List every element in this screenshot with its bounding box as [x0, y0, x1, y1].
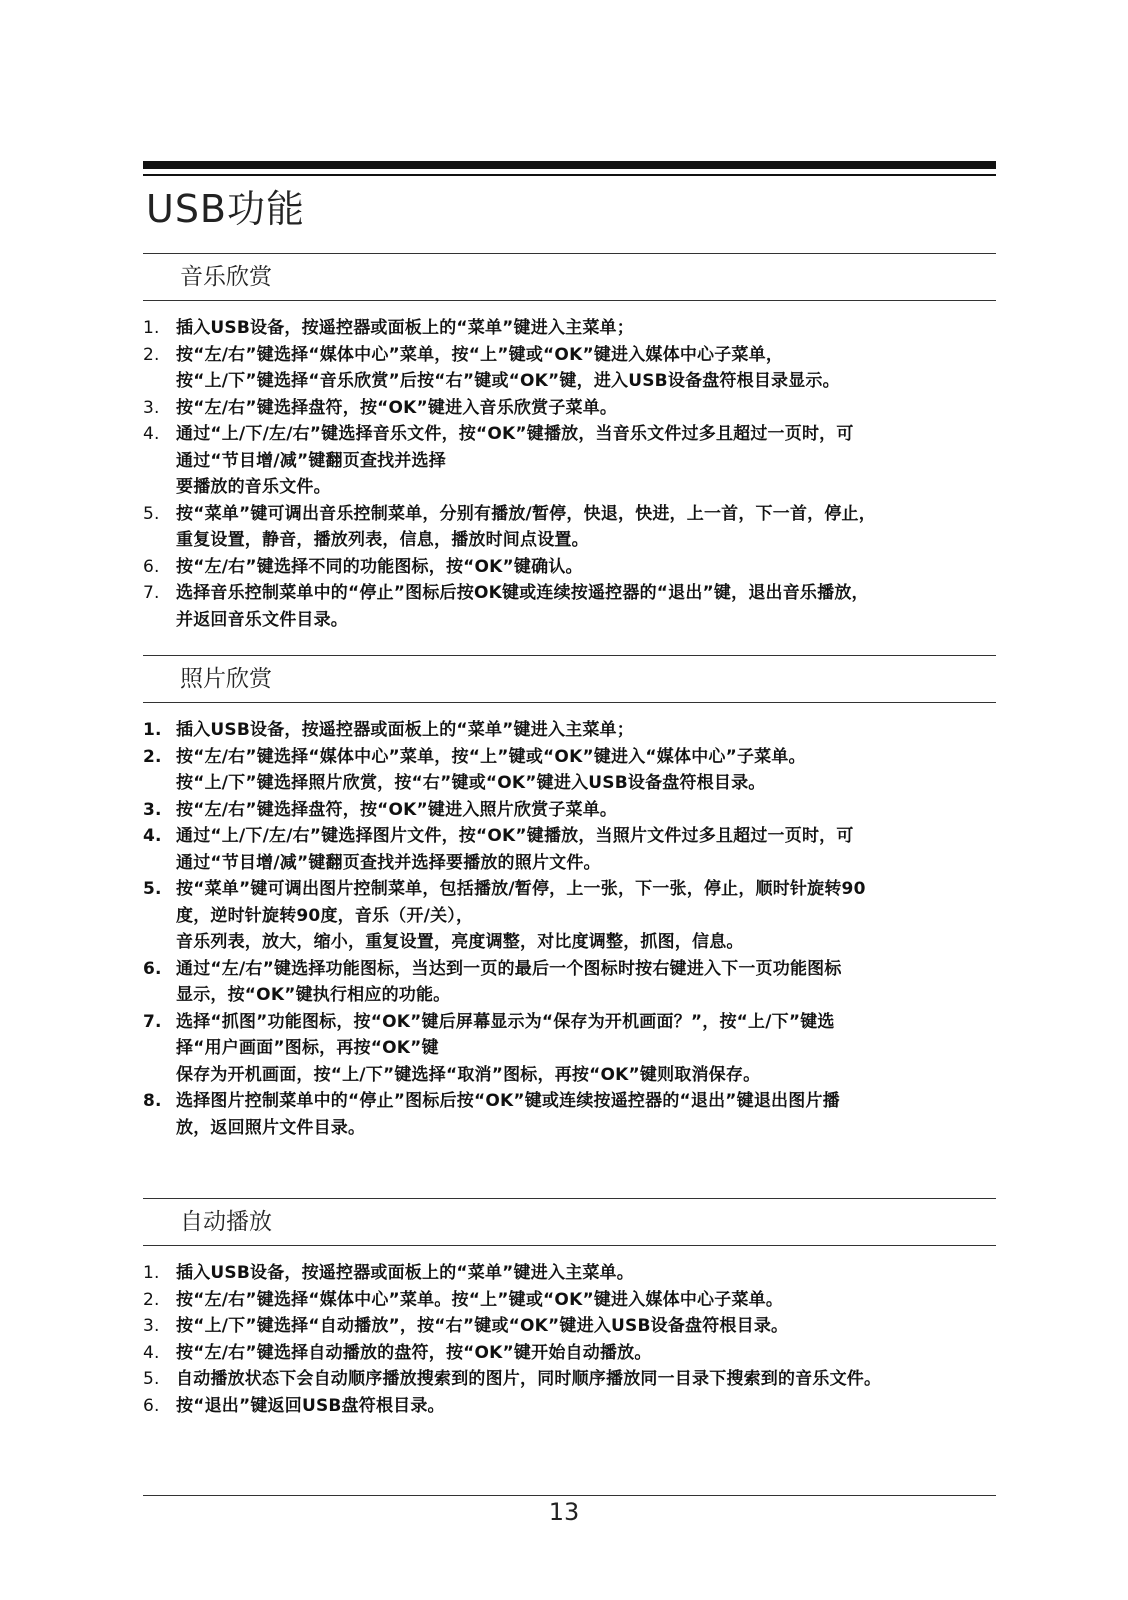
item-number: 7.	[143, 1011, 162, 1032]
item-text-line: 音乐列表，放大，缩小，重复设置，亮度调整，对比度调整，抓图，信息。	[176, 932, 744, 952]
item-text-line: 自动播放状态下会自动顺序播放搜索到的图片，同时顺序播放同一目录下搜索到的音乐文件。	[176, 1369, 882, 1389]
item-number: 6.	[143, 1395, 160, 1416]
item-text-line: 按“左/右”键选择“媒体中心”菜单，按“上”键或“OK”键进入“媒体中心”子菜单。	[176, 746, 806, 767]
list-item	[143, 1393, 996, 1420]
item-text-line: 按“上/下”键选择“音乐欣赏”后按“右”键或“OK”键，进入USB设备盘符根目录显示。	[176, 371, 840, 391]
section-music	[143, 253, 996, 633]
list-item	[143, 797, 996, 824]
footer-rule	[143, 1495, 996, 1496]
item-text-line: 选择“抓图”功能图标，按“OK”键后屏幕显示为“保存为开机画面？”，按“上/下”键选	[176, 1011, 835, 1032]
section-bottom-rule	[143, 1245, 996, 1246]
item-number: 5.	[143, 879, 162, 899]
list-item	[143, 342, 996, 395]
list-item	[143, 395, 996, 422]
section-photos	[143, 655, 996, 1141]
item-number: 3.	[143, 799, 162, 820]
list-item	[143, 876, 996, 956]
item-text-line: 保存为开机画面，按“上/下”键选择“取消”图标，再按“OK”键则取消保存。	[176, 1064, 761, 1085]
item-number: 6.	[143, 958, 162, 979]
item-number: 2.	[143, 746, 162, 767]
item-text-line: 插入USB设备，按遥控器或面板上的“菜单”键进入主菜单；	[176, 720, 634, 740]
item-text-line: 通过“节目增/减”键翻页查找并选择要播放的照片文件。	[176, 852, 601, 873]
section-heading: 照片欣赏	[180, 666, 272, 692]
item-number: 5.	[143, 1369, 160, 1389]
list-item	[143, 315, 996, 342]
item-text-line: 通过“节目增/减”键翻页查找并选择	[176, 450, 446, 471]
instruction-list	[143, 1260, 996, 1419]
item-text-line: 重复设置，静音，播放列表，信息，播放时间点设置。	[176, 530, 589, 550]
list-item	[143, 554, 996, 581]
list-item	[143, 421, 996, 501]
item-number: 7.	[143, 583, 160, 603]
list-item	[143, 501, 996, 554]
item-text-line: 择“用户画面”图标，再按“OK”键	[176, 1038, 439, 1058]
item-text-line: 显示，按“OK”键执行相应的功能。	[176, 985, 451, 1005]
item-number: 2.	[143, 344, 160, 365]
item-number: 1.	[143, 318, 160, 338]
item-text-line: 按“上/下”键选择“自动播放”，按“右”键或“OK”键进入USB设备盘符根目录。	[176, 1316, 789, 1336]
list-item	[143, 744, 996, 797]
item-number: 2.	[143, 1289, 160, 1310]
item-text-line: 放，返回照片文件目录。	[176, 1117, 366, 1138]
item-text-line: 按“上/下”键选择照片欣赏，按“右”键或“OK”键进入USB设备盘符根目录。	[176, 773, 766, 793]
item-text-line: 通过“左/右”键选择功能图标，当达到一页的最后一个图标时按右键进入下一页功能图标	[176, 958, 842, 979]
item-text-line: 按“左/右”键选择盘符，按“OK”键进入照片欣赏子菜单。	[176, 799, 618, 820]
item-text-line: 度，逆时针旋转90度，音乐（开/关），	[176, 905, 474, 926]
item-number: 8.	[143, 1091, 162, 1111]
instruction-list	[143, 315, 996, 633]
item-number: 1.	[143, 1263, 160, 1283]
list-item	[143, 1287, 996, 1314]
item-text-line: 按“左/右”键选择不同的功能图标，按“OK”键确认。	[176, 556, 583, 577]
item-number: 1.	[143, 720, 162, 740]
item-text-line: 通过“上/下/左/右”键选择音乐文件，按“OK”键播放，当音乐文件过多且超过一页时，可	[176, 424, 854, 444]
item-number: 4.	[143, 826, 162, 846]
item-text-line: 按“左/右”键选择“媒体中心”菜单，按“上”键或“OK”键进入媒体中心子菜单，	[176, 344, 784, 365]
item-text-line: 并返回音乐文件目录。	[176, 609, 348, 630]
list-item	[143, 1009, 996, 1089]
list-item	[143, 1260, 996, 1287]
list-item	[143, 1340, 996, 1367]
header-thick-rule	[143, 161, 996, 169]
item-text-line: 插入USB设备，按遥控器或面板上的“菜单”键进入主菜单。	[176, 1263, 634, 1283]
list-item	[143, 823, 996, 876]
item-text-line: 通过“上/下/左/右”键选择图片文件，按“OK”键播放，当照片文件过多且超过一页时，可	[176, 826, 854, 846]
item-text-line: 选择音乐控制菜单中的“停止”图标后按OK键或连续按遥控器的“退出”键，退出音乐播放，	[176, 583, 869, 603]
section-bottom-rule	[143, 702, 996, 703]
section-heading: 自动播放	[180, 1209, 272, 1235]
item-number: 4.	[143, 424, 160, 444]
item-number: 3.	[143, 397, 160, 418]
item-number: 3.	[143, 1316, 160, 1336]
item-text-line: 插入USB设备，按遥控器或面板上的“菜单”键进入主菜单；	[176, 318, 634, 338]
item-text-line: 按“左/右”键选择盘符，按“OK”键进入音乐欣赏子菜单。	[176, 397, 618, 418]
list-item	[143, 1088, 996, 1141]
item-text-line: 按“菜单”键可调出音乐控制菜单，分别有播放/暂停，快退，快进，上一首，下一首，停止，	[176, 503, 876, 524]
item-number: 4.	[143, 1342, 160, 1363]
item-text-line: 按“退出”键返回USB盘符根目录。	[176, 1395, 445, 1416]
item-text-line: 按“左/右”键选择自动播放的盘符，按“OK”键开始自动播放。	[176, 1342, 652, 1363]
item-number: 6.	[143, 556, 160, 577]
list-item	[143, 717, 996, 744]
list-item	[143, 956, 996, 1009]
item-number: 5.	[143, 503, 160, 524]
item-text-line: 按“菜单”键可调出图片控制菜单，包括播放/暂停，上一张，下一张，停止，顺时针旋转90	[176, 879, 866, 899]
header-thin-rule	[143, 174, 996, 176]
item-text-line: 按“左/右”键选择“媒体中心”菜单。按“上”键或“OK”键进入媒体中心子菜单。	[176, 1289, 784, 1310]
list-item	[143, 1366, 996, 1393]
instruction-list	[143, 717, 996, 1141]
list-item	[143, 1313, 996, 1340]
list-item	[143, 580, 996, 633]
page-number: 13	[548, 1498, 580, 1526]
section-bottom-rule	[143, 300, 996, 301]
page-title: USB功能	[146, 187, 306, 231]
section-autoplay	[143, 1198, 996, 1419]
item-text-line: 要播放的音乐文件。	[176, 477, 331, 497]
section-heading: 音乐欣赏	[180, 264, 272, 290]
item-text-line: 选择图片控制菜单中的“停止”图标后按“OK”键或连续按遥控器的“退出”键退出图片播	[176, 1091, 840, 1111]
